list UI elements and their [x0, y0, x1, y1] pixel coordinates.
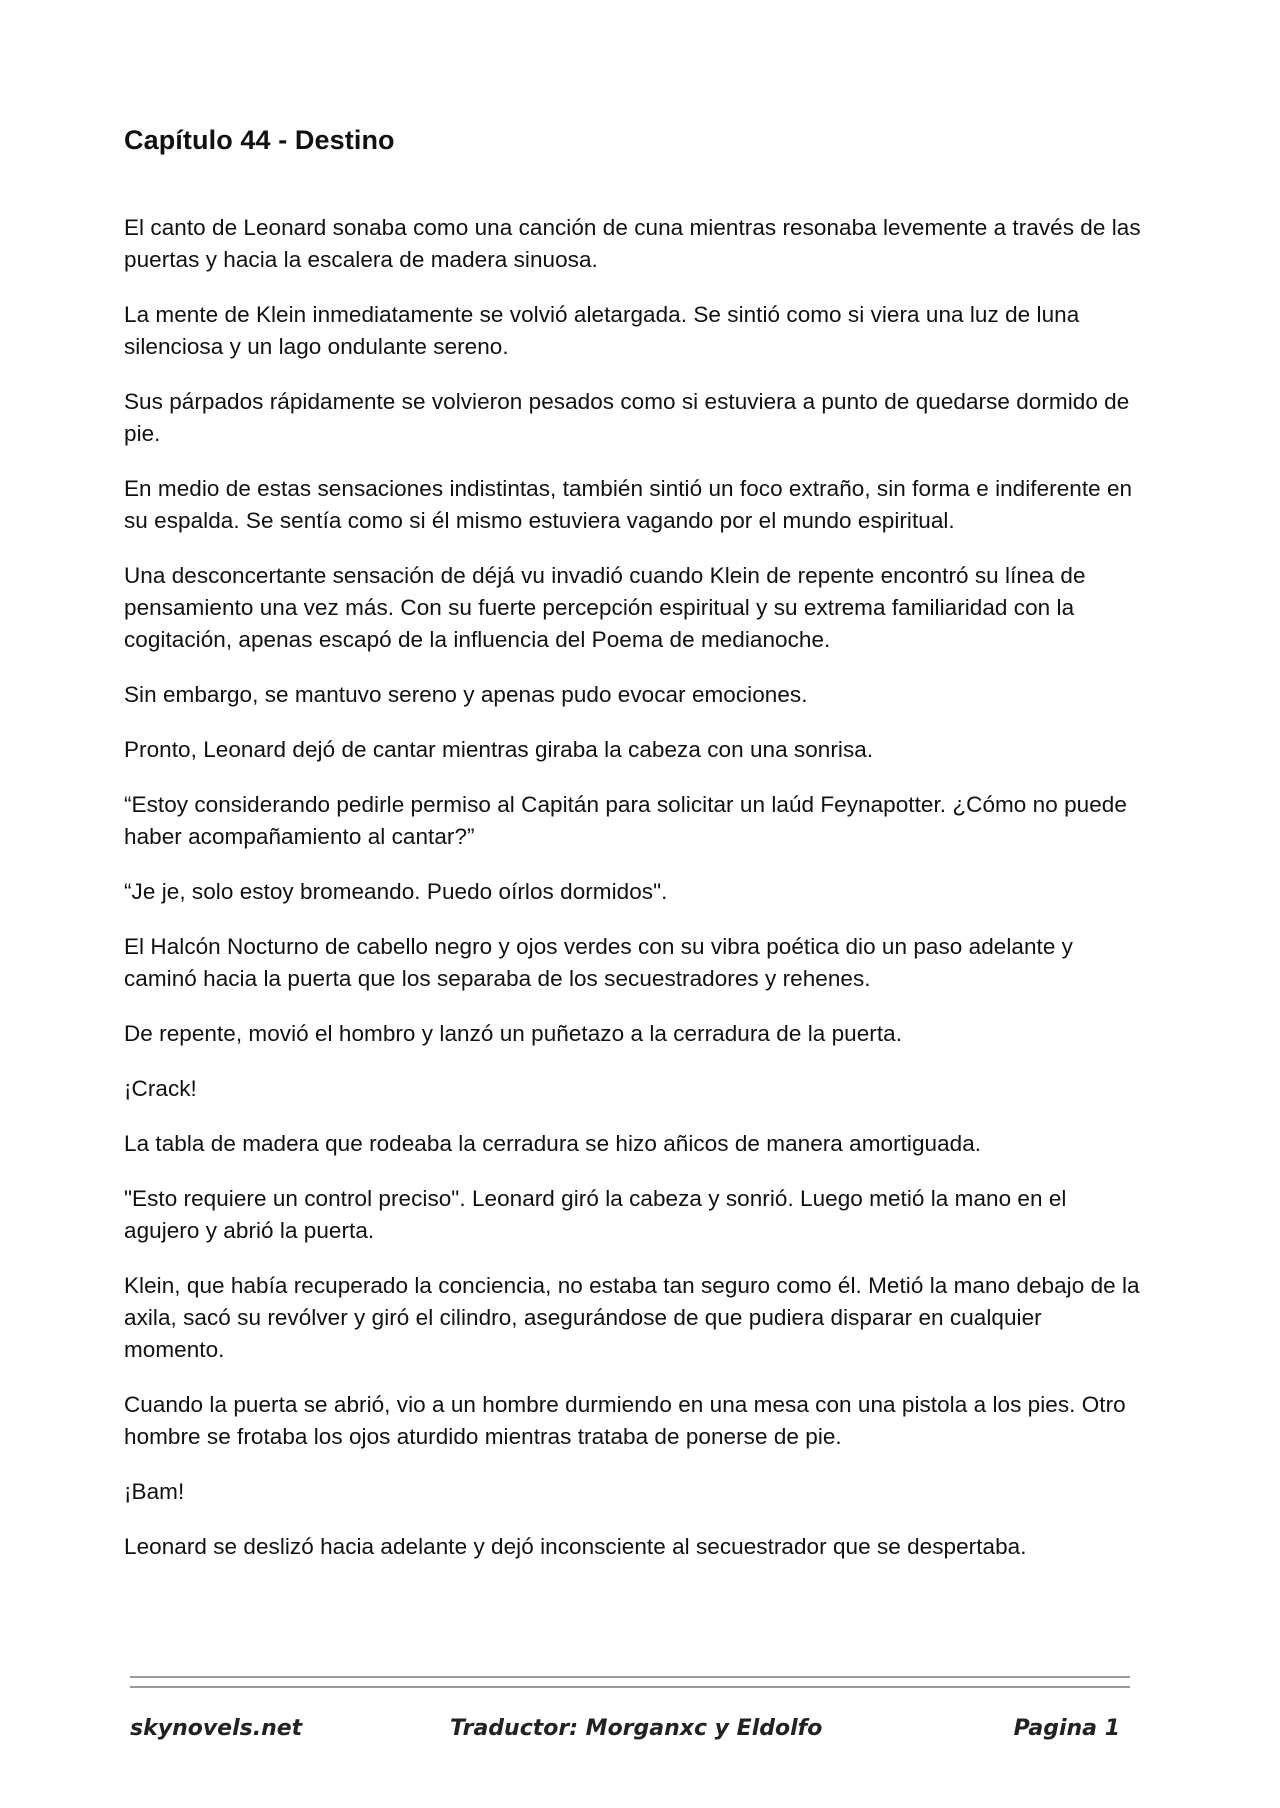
chapter-title: Capítulo 44 - Destino — [124, 125, 395, 155]
paragraph: Klein, que había recuperado la conciencia, no estaba tan seguro como él. Metió la mano debajo de la axila, sacó su revólver y giró el cilindro, asegurándose de que pudiera disparar en cualquier momento. — [124, 1273, 1140, 1362]
page-footer — [130, 1716, 1130, 1756]
chapter-body — [124, 212, 1144, 1586]
footer-divider-bottom — [130, 1686, 1130, 1688]
paragraph: “Estoy considerando pedirle permiso al Capitán para solicitar un laúd Feynapotter. ¿Cómo no puede haber acompañamiento al cantar?” — [124, 792, 1127, 849]
paragraph: Pronto, Leonard dejó de cantar mientras giraba la cabeza con una sonrisa. — [124, 737, 874, 762]
paragraph: La tabla de madera que rodeaba la cerradura se hizo añicos de manera amortiguada. — [124, 1131, 982, 1156]
paragraph: De repente, movió el hombro y lanzó un puñetazo a la cerradura de la puerta. — [124, 1021, 903, 1046]
paragraph: Sus párpados rápidamente se volvieron pesados como si estuviera a punto de quedarse dormido de pie. — [124, 389, 1130, 446]
paragraph: "Esto requiere un control preciso". Leonard giró la cabeza y sonrió. Luego metió la mano en el agujero y abrió la puerta. — [124, 1186, 1067, 1243]
paragraph: Sin embargo, se mantuvo sereno y apenas pudo evocar emociones. — [124, 682, 808, 707]
paragraph: ¡Bam! — [124, 1479, 185, 1504]
paragraph: En medio de estas sensaciones indistintas, también sintió un foco extraño, sin forma e indiferente en su espalda. Se sentía como si él mismo estuviera vagando por el mundo espiritual. — [124, 476, 1133, 533]
footer-translator: Traductor: Morganxc y Eldolfo — [450, 1716, 823, 1741]
paragraph: Una desconcertante sensación de déjá vu invadió cuando Klein de repente encontró su línea de pensamiento una vez más. Con su fuerte percepción espiritual y su extrema familiaridad con la cogitación, apenas escapó de la influencia del Poema de medianoche. — [124, 563, 1086, 652]
paragraph: El canto de Leonard sonaba como una canción de cuna mientras resonaba levemente a través de las puertas y hacia la escalera de madera sinuosa. — [124, 215, 1141, 272]
paragraph: Cuando la puerta se abrió, vio a un hombre durmiendo en una mesa con una pistola a los pies. Otro hombre se frotaba los ojos aturdido mientras trataba de ponerse de pie. — [124, 1392, 1126, 1449]
paragraph: Leonard se deslizó hacia adelante y dejó inconsciente al secuestrador que se despertaba. — [124, 1534, 1027, 1559]
paragraph: El Halcón Nocturno de cabello negro y ojos verdes con su vibra poética dio un paso adelante y caminó hacia la puerta que los separaba de los secuestradores y rehenes. — [124, 934, 1073, 991]
footer-site: skynovels.net — [130, 1716, 303, 1741]
footer-page-number: Pagina 1 — [1013, 1716, 1120, 1741]
footer-divider-top — [130, 1676, 1130, 1678]
paragraph: La mente de Klein inmediatamente se volvió aletargada. Se sintió como si viera una luz de luna silenciosa y un lago ondulante sereno. — [124, 302, 1080, 359]
paragraph: ¡Crack! — [124, 1076, 197, 1101]
paragraph: “Je je, solo estoy bromeando. Puedo oírlos dormidos". — [124, 879, 668, 904]
